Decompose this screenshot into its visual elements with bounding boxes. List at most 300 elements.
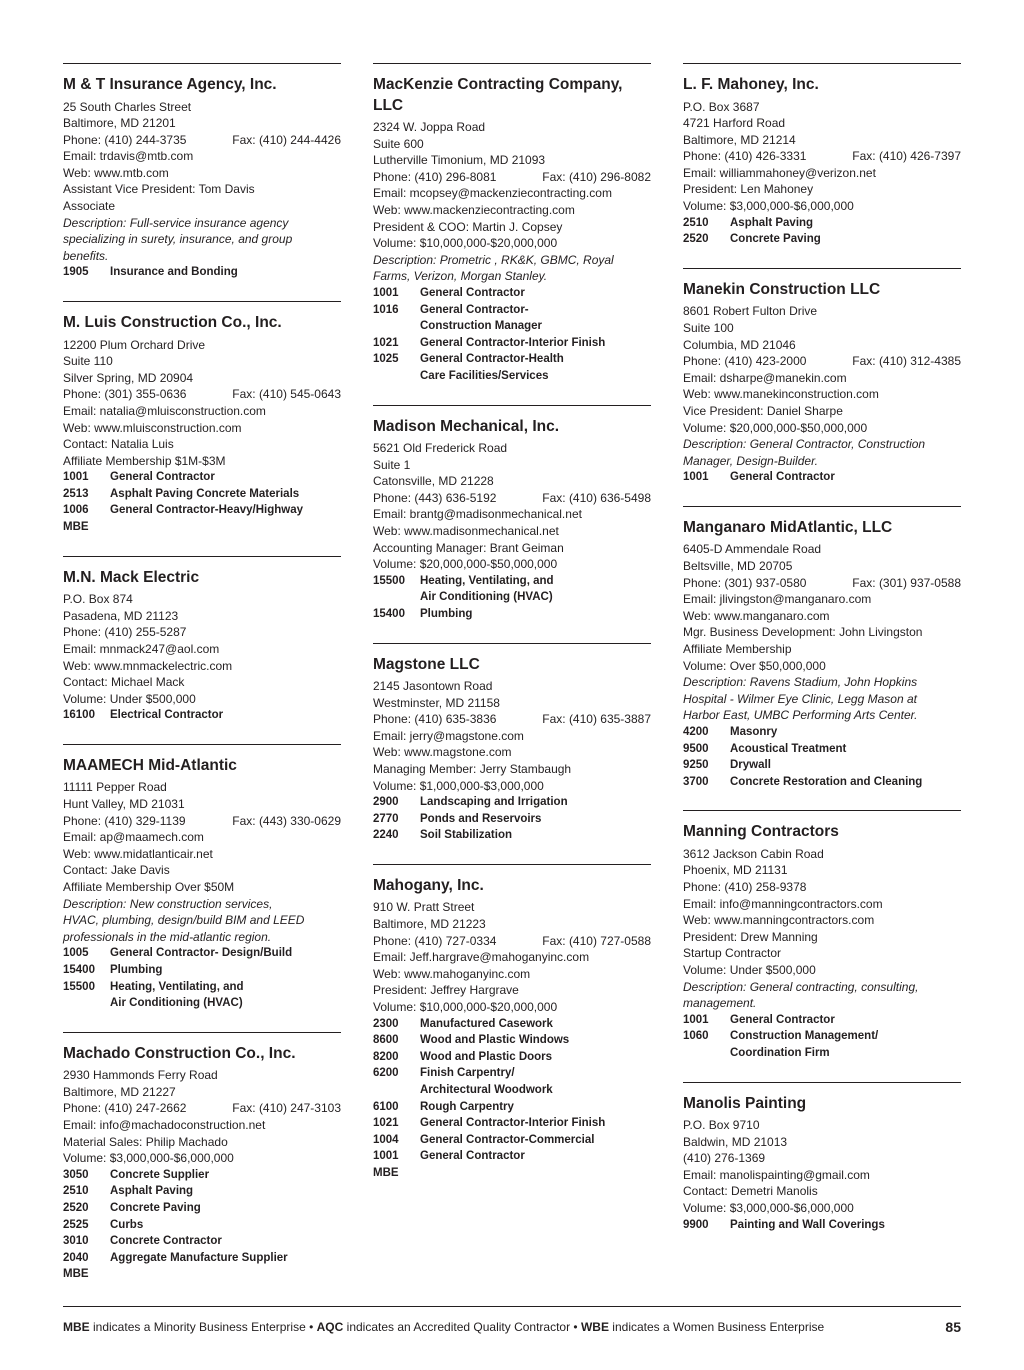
address-line: Suite 110 xyxy=(63,354,113,369)
contact-line: President: Jeffrey Hargrave xyxy=(373,983,519,998)
company-entry xyxy=(63,744,341,1012)
trade-label-line: General Contractor-Interior Finish xyxy=(420,1117,606,1130)
trade-code: 2040 xyxy=(63,1251,89,1264)
trade-label-line: Manufactured Casework xyxy=(420,1017,553,1030)
address-line: P.O. Box 3687 xyxy=(683,99,760,114)
directory-column-1 xyxy=(63,63,341,1303)
trade-label xyxy=(420,335,651,352)
certification-tag: MBE xyxy=(63,1268,89,1281)
address-line: Baltimore, MD 21227 xyxy=(63,1084,176,1099)
company-name: M & T Insurance Agency, Inc. xyxy=(63,76,277,93)
description-line: Description: General Contractor, Construction xyxy=(683,437,926,452)
footer-aqc-abbr: AQC xyxy=(316,1320,344,1334)
trade-code: 2520 xyxy=(683,233,709,246)
trade-code-row xyxy=(63,1167,341,1184)
address-line: P.O. Box 9710 xyxy=(683,1118,760,1132)
fax-number: Fax: (410) 426-7397 xyxy=(852,149,961,164)
trade-code: 1021 xyxy=(373,1117,399,1130)
contact-line: Accounting Manager: Brant Geiman xyxy=(373,540,564,555)
footer-wbe-abbr: WBE xyxy=(580,1320,609,1334)
address-line: President: Drew Manning xyxy=(683,929,818,944)
company-name: Manekin Construction LLC xyxy=(683,280,881,298)
trade-label-line: General Contractor xyxy=(110,471,215,484)
address-line: Contact: Michael Mack xyxy=(63,675,185,690)
trade-label-line: General Contractor xyxy=(420,286,525,299)
trade-label-line: General Contractor xyxy=(730,471,835,484)
phone-number: Phone: (410) 423-2000 xyxy=(683,354,807,369)
trade-code-row xyxy=(373,1016,651,1033)
contact-line: Volume: $20,000,000-$50,000,000 xyxy=(373,557,558,572)
address-line: Volume: $3,000,000-$6,000,000 xyxy=(683,1200,854,1215)
contact-line: Web: www.madisonmechanical.net xyxy=(373,523,559,538)
trade-label xyxy=(730,215,961,232)
trade-label xyxy=(420,1115,651,1132)
certification-tag: MBE xyxy=(63,521,89,534)
description-line: professionals in the mid-atlantic region. xyxy=(63,929,272,944)
trade-label-line: Wood and Plastic Windows xyxy=(420,1034,570,1047)
trade-code-row xyxy=(63,502,341,519)
trade-label-line: General Contractor-Health xyxy=(420,353,564,366)
trade-label-line: General Contractor-Interior Finish xyxy=(420,336,606,349)
trade-label-line: Plumbing xyxy=(110,963,163,976)
address-line: 4721 Harford Road xyxy=(683,116,786,131)
trade-label xyxy=(420,351,651,384)
company-entry xyxy=(373,63,651,385)
trade-code-row xyxy=(373,827,651,844)
trade-code-row xyxy=(63,1217,341,1234)
contact-line: Volume: $10,000,000-$20,000,000 xyxy=(373,1000,558,1015)
company-entry xyxy=(63,301,341,536)
trade-label-line: Masonry xyxy=(730,725,778,738)
trade-code-row xyxy=(63,945,341,962)
description-line: benefits. xyxy=(63,248,109,263)
trade-code-row xyxy=(373,1049,651,1066)
trade-code-row xyxy=(373,302,651,335)
trade-code-row xyxy=(683,741,961,758)
address-line: 11111 Pepper Road xyxy=(63,780,167,795)
trade-code-row xyxy=(373,606,651,623)
trade-label-line: Wood and Plastic Doors xyxy=(420,1050,553,1063)
trade-label xyxy=(420,1065,651,1098)
trade-label xyxy=(730,1028,961,1061)
trade-code-row xyxy=(683,469,961,486)
trade-code-row xyxy=(373,1132,651,1149)
trade-label xyxy=(110,1200,341,1217)
address-line: Startup Contractor xyxy=(683,946,782,961)
trade-code: 1001 xyxy=(63,471,89,484)
address-line: Silver Spring, MD 20904 xyxy=(63,370,194,385)
phone-number: Phone: (301) 355-0636 xyxy=(63,387,187,402)
contact-line: Web: www.mtb.com xyxy=(63,165,169,180)
address-line: 3612 Jackson Cabin Road xyxy=(683,846,824,861)
trade-label-line: Concrete Restoration and Cleaning xyxy=(730,775,923,788)
trade-label xyxy=(110,1250,341,1267)
contact-line: Contact: Jake Davis xyxy=(63,863,170,878)
trade-code: 2900 xyxy=(373,796,399,809)
company-name: Manganaro MidAtlantic, LLC xyxy=(683,518,893,536)
address-line: Web: www.mnmackelectric.com xyxy=(63,658,233,673)
trade-code: 15400 xyxy=(373,607,405,620)
contact-line: Web: www.manekinconstruction.com xyxy=(683,387,879,402)
description-line: Hospital - Wilmer Eye Clinic, Legg Mason at xyxy=(683,691,917,706)
company-name: Magstone LLC xyxy=(373,655,480,673)
phone-number: Phone: (410) 727-0334 xyxy=(373,933,497,948)
trade-code: 15400 xyxy=(63,963,95,976)
directory-column-3 xyxy=(683,63,961,1253)
contact-line: Mgr. Business Development: John Livingston xyxy=(683,625,923,640)
trade-label xyxy=(110,707,341,724)
trade-code: 1001 xyxy=(683,471,709,484)
trade-label xyxy=(110,945,341,962)
contact-line: Email: ap@maamech.com xyxy=(63,830,204,845)
trade-code: 1005 xyxy=(63,947,89,960)
trade-label-line: General Contractor-Heavy/Highway xyxy=(110,504,304,517)
trade-label xyxy=(420,1148,651,1165)
trade-code: 1021 xyxy=(373,336,399,349)
fax-number: Fax: (443) 330-0629 xyxy=(232,813,341,828)
trade-code-row xyxy=(373,285,651,302)
trade-code: 1006 xyxy=(63,504,89,517)
company-name: Madison Mechanical, Inc. xyxy=(373,417,560,435)
address-line: 12200 Plum Orchard Drive xyxy=(63,337,206,352)
address-line: Westminster, MD 21158 xyxy=(373,695,500,710)
trade-code: 1001 xyxy=(373,286,399,299)
trade-code-row xyxy=(63,264,341,281)
trade-label-line: Soil Stabilization xyxy=(420,829,513,842)
phone-fax-row xyxy=(63,1100,341,1117)
contact-line: Volume: Over $50,000,000 xyxy=(683,658,826,673)
address-line: Volume: Under $500,000 xyxy=(63,691,196,706)
trade-label xyxy=(110,264,341,281)
address-line: Phone: (410) 258-9378 xyxy=(683,879,807,894)
trade-label-line: Air Conditioning (HVAC) xyxy=(420,591,553,604)
phone-number: Phone: (410) 244-3735 xyxy=(63,132,187,147)
contact-line: Affiliate Membership $1M-$3M xyxy=(63,453,226,468)
description-line: Description: Full-service insurance agency xyxy=(63,215,289,230)
trade-label-line: General Contractor- xyxy=(420,303,529,316)
trade-label xyxy=(420,573,651,606)
contact-line: Volume: $10,000,000-$20,000,000 xyxy=(373,236,558,251)
trade-code: 2510 xyxy=(63,1185,89,1198)
fax-number: Fax: (410) 296-8082 xyxy=(542,169,651,184)
trade-label-line: Asphalt Paving Concrete Materials xyxy=(110,487,300,500)
company-entry xyxy=(683,506,961,790)
trade-label xyxy=(420,1132,651,1149)
description-line: Description: Ravens Stadium, John Hopkins xyxy=(683,675,918,690)
trade-label xyxy=(420,827,651,844)
certification-tag: MBE xyxy=(373,1166,399,1179)
description-line: Description: Prometric , RK&K, GBMC, Royal xyxy=(373,252,614,267)
trade-code-row xyxy=(373,335,651,352)
contact-line: Web: www.manganaro.com xyxy=(683,608,830,623)
phone-number: Phone: (301) 937-0580 xyxy=(683,575,807,590)
trade-code-row xyxy=(63,1200,341,1217)
company-entry xyxy=(63,1032,341,1283)
trade-code-row xyxy=(373,351,651,384)
phone-fax-row xyxy=(373,490,651,507)
contact-line: Volume: $3,000,000-$6,000,000 xyxy=(683,199,854,214)
address-line: Pasadena, MD 21123 xyxy=(63,608,179,623)
address-line: 2324 W. Joppa Road xyxy=(373,120,486,134)
description-line: Harbor East, UMBC Performing Arts Center. xyxy=(683,708,918,723)
trade-label-line: Heating, Ventilating, and xyxy=(420,574,554,587)
address-line: 2930 Hammonds Ferry Road xyxy=(63,1068,218,1083)
trade-code: 16100 xyxy=(63,709,95,722)
trade-code-row xyxy=(63,1183,341,1200)
trade-code: 9500 xyxy=(683,742,709,755)
trade-code: 2520 xyxy=(63,1201,89,1214)
trade-code: 2525 xyxy=(63,1218,89,1231)
trade-label-line: Concrete Supplier xyxy=(110,1168,210,1181)
contact-line: Email: natalia@mluisconstruction.com xyxy=(63,403,266,418)
address-line: Beltsville, MD 20705 xyxy=(683,558,793,573)
trade-code: 15500 xyxy=(63,980,95,993)
trade-code-row xyxy=(373,1032,651,1049)
trade-code: 1001 xyxy=(373,1150,399,1163)
contact-line: Web: www.mahoganyinc.com xyxy=(373,966,531,981)
company-entry xyxy=(683,810,961,1061)
phone-fax-row xyxy=(63,386,341,403)
trade-code: 3010 xyxy=(63,1235,89,1248)
trade-label xyxy=(110,1233,341,1250)
phone-number: Phone: (443) 636-5192 xyxy=(373,490,497,505)
trade-label xyxy=(730,741,961,758)
trade-label-line: Air Conditioning (HVAC) xyxy=(110,997,243,1010)
footer-wbe-text: indicates a Women Business Enterprise xyxy=(608,1320,825,1334)
trade-label-line: General Contractor-Commercial xyxy=(420,1133,595,1146)
company-entry xyxy=(683,63,961,248)
trade-code: 2300 xyxy=(373,1017,399,1030)
contact-line: Volume: $1,000,000-$3,000,000 xyxy=(373,778,544,793)
trade-label-line: Concrete Paving xyxy=(730,233,821,246)
address-line: Catonsville, MD 21228 xyxy=(373,474,494,489)
trade-label-line: Asphalt Paving xyxy=(730,216,814,229)
address-line: Email: mnmack247@aol.com xyxy=(63,641,220,656)
trade-code: 9900 xyxy=(683,1218,709,1231)
contact-line: Email: jlivingston@manganaro.com xyxy=(683,592,872,607)
address-line: Hunt Valley, MD 21031 xyxy=(63,797,185,811)
company-name: MacKenzie Contracting Company, LLC xyxy=(373,76,623,114)
trade-code: 8600 xyxy=(373,1034,399,1047)
trade-label xyxy=(420,302,651,335)
trade-code-row xyxy=(373,811,651,828)
contact-line: Material Sales: Philip Machado xyxy=(63,1134,228,1149)
trade-code-row xyxy=(63,962,341,979)
trade-label xyxy=(420,285,651,302)
contact-line: Volume: $3,000,000-$6,000,000 xyxy=(63,1151,234,1166)
address-line: Email: info@manningcontractors.com xyxy=(683,896,883,911)
address-line: Phone: (410) 255-5287 xyxy=(63,625,187,640)
trade-label-line: Care Facilities/Services xyxy=(420,369,549,382)
address-line: Baltimore, MD 21223 xyxy=(373,917,486,932)
phone-fax-row xyxy=(683,148,961,165)
trade-label-line: Construction Management/ xyxy=(730,1030,879,1043)
trade-code: 9250 xyxy=(683,759,709,772)
address-line: 5621 Old Frederick Road xyxy=(373,441,508,455)
trade-code: 3700 xyxy=(683,775,709,788)
trade-label-line: Aggregate Manufacture Supplier xyxy=(110,1251,288,1264)
trade-code-row xyxy=(373,1099,651,1116)
trade-code: 2510 xyxy=(683,216,709,229)
phone-number: Phone: (410) 247-2662 xyxy=(63,1101,187,1116)
trade-label xyxy=(730,469,961,486)
footer-mbe-text: indicates a Minority Business Enterprise • xyxy=(89,1320,317,1334)
contact-line: Affiliate Membership xyxy=(683,641,792,656)
address-line: Web: www.manningcontractors.com xyxy=(683,913,875,928)
address-line: 6405-D Ammendale Road xyxy=(683,542,822,557)
phone-number: Phone: (410) 329-1139 xyxy=(63,813,186,828)
company-entry xyxy=(683,1082,961,1234)
company-name: M. Luis Construction Co., Inc. xyxy=(63,314,282,332)
address-line: (410) 276-1369 xyxy=(683,1151,766,1166)
trade-label-line: Concrete Contractor xyxy=(110,1235,222,1248)
page-footer xyxy=(63,1306,961,1335)
trade-label-line: Ponds and Reservoirs xyxy=(420,812,542,825)
trade-code: 2513 xyxy=(63,487,89,500)
trade-code-row xyxy=(683,1217,961,1234)
phone-number: Phone: (410) 426-3331 xyxy=(683,149,807,164)
address-line: 2145 Jasontown Road xyxy=(373,679,493,694)
address-line: Suite 100 xyxy=(683,320,734,335)
trade-code-row xyxy=(683,1028,961,1061)
contact-line: Email: brantg@madisonmechanical.net xyxy=(373,507,582,522)
contact-line: Contact: Natalia Luis xyxy=(63,437,174,452)
trade-label-line: Rough Carpentry xyxy=(420,1100,514,1113)
trade-label-line: General Contractor- Design/Build xyxy=(110,947,293,960)
company-entry xyxy=(683,268,961,486)
company-name: L. F. Mahoney, Inc. xyxy=(683,76,819,93)
fax-number: Fax: (301) 937-0588 xyxy=(852,575,961,590)
address-line: Baltimore, MD 21214 xyxy=(683,132,796,147)
trade-code-row xyxy=(683,1012,961,1029)
company-name: Machado Construction Co., Inc. xyxy=(63,1044,296,1062)
trade-label xyxy=(110,979,341,1012)
contact-line: Affiliate Membership Over $50M xyxy=(63,879,235,894)
description-line: management. xyxy=(683,996,757,1011)
address-line: Suite 1 xyxy=(373,457,411,472)
contact-line: Email: mcopsey@mackenziecontracting.com xyxy=(373,186,612,201)
trade-code: 1001 xyxy=(683,1013,709,1026)
description-line: Manager, Design-Builder. xyxy=(683,453,818,468)
address-line: Baltimore, MD 21201 xyxy=(63,116,176,131)
trade-code: 1016 xyxy=(373,303,399,316)
company-name: MAAMECH Mid-Atlantic xyxy=(63,756,237,774)
trade-label xyxy=(420,811,651,828)
trade-code-row xyxy=(373,1148,651,1165)
trade-code: 8200 xyxy=(373,1050,399,1063)
address-line: Columbia, MD 21046 xyxy=(683,337,796,352)
contact-line: Email: williammahoney@verizon.net xyxy=(683,165,876,180)
footer-aqc-text: indicates an Accredited Quality Contractor • xyxy=(343,1320,581,1334)
trade-label xyxy=(110,1167,341,1184)
phone-number: Phone: (410) 296-8081 xyxy=(373,169,497,184)
contact-line: Web: www.mackenziecontracting.com xyxy=(373,202,575,217)
company-name: M.N. Mack Electric xyxy=(63,568,200,586)
company-name: Mahogany, Inc. xyxy=(373,876,484,894)
trade-label xyxy=(110,486,341,503)
trade-label xyxy=(730,774,961,791)
contact-line: President: Len Mahoney xyxy=(683,182,814,197)
trade-code: 1025 xyxy=(373,353,399,366)
fax-number: Fax: (410) 244-4426 xyxy=(232,132,341,147)
trade-label xyxy=(110,962,341,979)
trade-code-row xyxy=(683,215,961,232)
fax-number: Fax: (410) 635-3887 xyxy=(542,712,651,727)
address-line: Volume: Under $500,000 xyxy=(683,962,816,977)
trade-label xyxy=(730,757,961,774)
trade-label-line: Drywall xyxy=(730,759,771,772)
contact-line: President & COO: Martin J. Copsey xyxy=(373,219,563,234)
trade-code-row xyxy=(63,469,341,486)
trade-label-line: Insurance and Bonding xyxy=(110,266,238,279)
contact-line: Email: info@machadoconstruction.net xyxy=(63,1118,266,1132)
trade-code: 3050 xyxy=(63,1168,89,1181)
company-entry xyxy=(373,864,651,1182)
trade-label xyxy=(730,724,961,741)
trade-code-row xyxy=(373,794,651,811)
trade-code: 4200 xyxy=(683,725,709,738)
trade-code-row xyxy=(683,231,961,248)
phone-fax-row xyxy=(373,711,651,728)
trade-code: 2240 xyxy=(373,829,399,842)
contact-line: Web: www.mluisconstruction.com xyxy=(63,420,242,435)
trade-code-row xyxy=(373,1065,651,1098)
description-line: HVAC, plumbing, design/build BIM and LEED xyxy=(63,913,305,928)
trade-code-row xyxy=(63,486,341,503)
trade-label xyxy=(420,1016,651,1033)
trade-label-line: Concrete Paving xyxy=(110,1201,201,1214)
contact-line: Email: trdavis@mtb.com xyxy=(63,149,194,164)
address-line: Suite 600 xyxy=(373,136,424,151)
trade-label-line: Curbs xyxy=(110,1218,144,1231)
trade-label xyxy=(730,231,961,248)
footer-mbe-abbr: MBE xyxy=(63,1320,90,1334)
contact-line: Managing Member: Jerry Stambaugh xyxy=(373,762,572,776)
trade-label-line: Coordination Firm xyxy=(730,1046,830,1059)
trade-label xyxy=(110,469,341,486)
company-name: Manolis Painting xyxy=(683,1094,807,1112)
trade-code: 1004 xyxy=(373,1133,399,1146)
trade-label-line: Acoustical Treatment xyxy=(730,742,847,755)
phone-fax-row xyxy=(63,132,341,149)
address-line: Baldwin, MD 21013 xyxy=(683,1134,788,1149)
trade-code-row xyxy=(683,757,961,774)
trade-label xyxy=(420,606,651,623)
address-line: 910 W. Pratt Street xyxy=(373,900,475,915)
phone-fax-row xyxy=(63,813,341,830)
footer-legend xyxy=(63,1319,824,1335)
address-line: Lutherville Timonium, MD 21093 xyxy=(373,153,546,168)
description-line: Description: General contracting, consulting, xyxy=(683,979,919,994)
trade-label-line: Architectural Woodwork xyxy=(420,1084,553,1096)
phone-number: Phone: (410) 635-3836 xyxy=(373,712,497,727)
trade-code: 1060 xyxy=(683,1030,709,1043)
contact-line: Email: jerry@magstone.com xyxy=(373,728,524,743)
address-line: 25 South Charles Street xyxy=(63,99,192,114)
description-line: Description: New construction services, xyxy=(63,896,273,911)
trade-code-row xyxy=(63,979,341,1012)
company-entry xyxy=(373,643,651,844)
phone-fax-row xyxy=(683,353,961,370)
contact-line: Web: www.midatlanticair.net xyxy=(63,846,213,861)
trade-code-row xyxy=(373,573,651,606)
address-line: 8601 Robert Fulton Drive xyxy=(683,304,818,319)
trade-label xyxy=(730,1217,961,1234)
trade-code-row xyxy=(683,774,961,791)
trade-label xyxy=(110,1183,341,1200)
trade-label-line: Finish Carpentry/ xyxy=(420,1067,515,1080)
trade-code: 15500 xyxy=(373,574,405,587)
